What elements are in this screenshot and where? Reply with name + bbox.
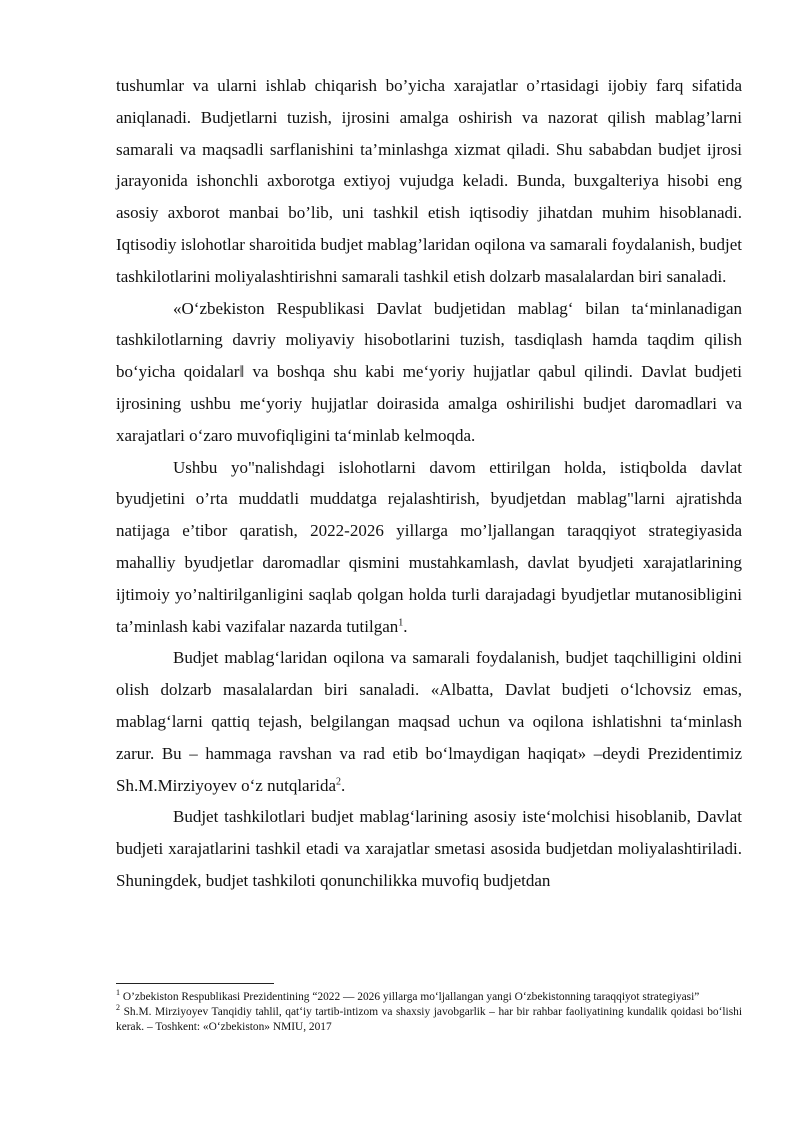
paragraph-4-text: Budjet mablag‘laridan oqilona va samarali foydalanish, budjet taqchilligini oldini olish dolzarb masalalardan biri sanaladi. «Albatta, Davlat budjeti o‘lchovsiz emas, mablag‘larni qattiq tejash, belgilangan maqsad uchun va oqilona ishlatishni ta‘minlash zarur. Bu – hammaga ravshan va rad etib bo‘lmaydigan haqiqat» –deydi Prezidentimiz Sh.M.Mirziyoyev o‘z nutqlarida xyxy=(116,648,742,795)
paragraph-1-text: tushumlar va ularni ishlab chiqarish bo’yicha xarajatlar o’rtasidagi ijobiy farq sifatida aniqlanadi. Budjetlarni tuzish, ijrosini amalga oshirish va nazorat qilish mablag’larni samarali va maqsadli sarflanishini ta’minlashga xizmat qiladi. Shu sababdan budjet ijrosi jarayonida ishonchli axborotga extiyoj vujudga keladi. Bunda, buxgalteriya hisobi eng asosiy axborot manbai bo’lib, uni tashkil etish iqtisodiy jihatdan muhim hisoblanadi. Iqtisodiy islohotlar sharoitida budjet mablag’laridan oqilona va samarali foydalanish, budjet tashkilotlarini moliyalashtirishni samarali tashkil etish dolzarb masalalardan biri sanaladi. xyxy=(116,76,743,286)
paragraph-2 xyxy=(116,293,742,452)
footnote-1-text: O’zbekiston Respublikasi Prezidentining “2022 — 2026 yillarga mo‘ljallangan yangi O‘zbekistonning taraqqiyot strategiyasi” xyxy=(120,991,700,1003)
paragraph-5 xyxy=(116,801,742,896)
footnote-separator xyxy=(116,983,274,984)
footnotes-section xyxy=(116,983,742,1035)
paragraph-5-text: Budjet tashkilotlari budjet mablag‘larining asosiy iste‘molchisi hisoblanib, Davlat budjeti xarajatlarini tashkil etadi va xarajatlar smetasi asosida budjetdan moliyalashtiriladi. Shuningdek, budjet tashkiloti qonunchilikka muvofiq budjetdan xyxy=(116,807,742,890)
paragraph-2-text: «O‘zbekiston Respublikasi Davlat budjetidan mablag‘ bilan ta‘minlanadigan tashkilotlarning davriy moliyaviy hisobotlarini tuzish, tasdiqlash hamda taqdim qilish bo‘yicha qoidalar‖ va boshqa shu kabi me‘yoriy hujjatlar qabul qilindi. Davlat budjeti ijrosining ushbu me‘yoriy hujjatlar doirasida amalga oshirilishi budjet daromadlari va xarajatlari o‘zaro muvofiqligini ta‘minlab kelmoqda. xyxy=(116,298,742,445)
footnote-ref-1[interactable]: 1 xyxy=(398,616,404,628)
paragraph-4 xyxy=(116,642,742,801)
paragraph-3-text: Ushbu yo"nalishdagi islohotlarni davom ettirilgan holda, istiqbolda davlat byudjetini o’rta muddatli muddatga rejalashtirish, byudjetdan mablag"larni ajratishda natijaga e’tibor qaratish, 2022-2026 yillarga mo’ljallangan taraqqiyot strategiyasida mahalliy byudjetlar daromadlar qismini mustahkamlash, davlat byudjeti xarajatlarining ijtimoiy yo’naltirilganligini saqlab qolgan holda turli darajadagi byudjetlar mutanosibligini ta’minlash kabi vazifalar nazarda tutilgan xyxy=(116,457,742,636)
footnote-2-mark: 2 xyxy=(116,1003,120,1013)
paragraph-4-tail: . xyxy=(341,775,346,795)
footnote-2 xyxy=(116,1005,742,1035)
paragraph-3-tail: . xyxy=(403,616,408,636)
document-body xyxy=(116,70,742,897)
footnote-1-mark: 1 xyxy=(116,988,120,998)
footnote-2-text: Sh.M. Mirziyoyev Tanqidiy tahlil, qat‘iy tartib-intizom va shaxsiy javobgarlik – har bir rahbar faoliyatining kundalik qoidasi bo‘lishi kerak. – Toshkent: «O‘zbekiston» NMIU, 2017 xyxy=(116,1006,742,1033)
paragraph-1 xyxy=(116,70,742,293)
footnote-ref-2[interactable]: 2 xyxy=(336,775,342,787)
paragraph-3 xyxy=(116,452,742,643)
footnote-1 xyxy=(116,990,742,1005)
